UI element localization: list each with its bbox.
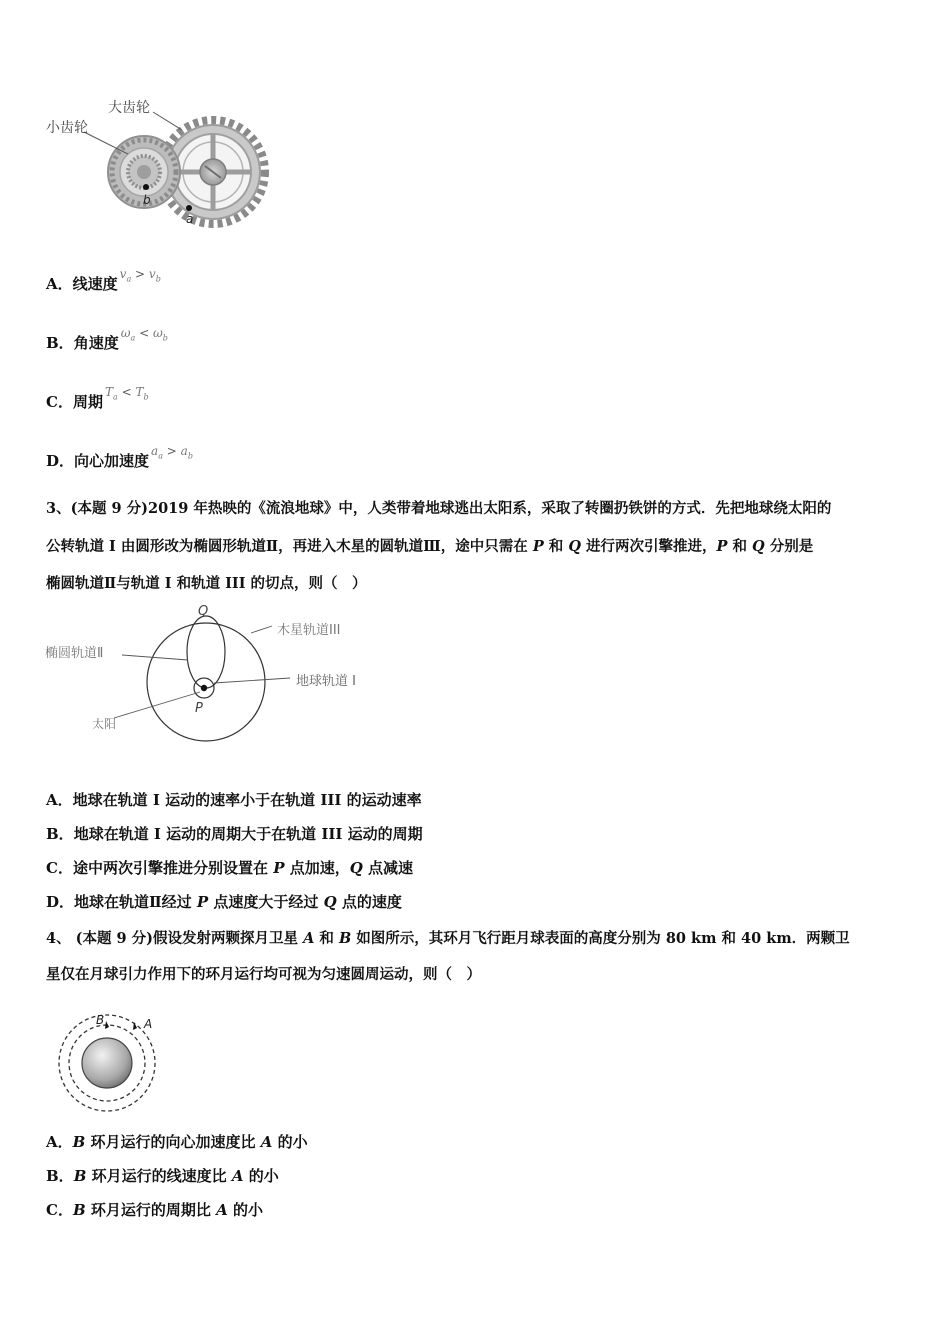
moon — [82, 1038, 132, 1088]
q2-option-a[interactable]: A．线速度$^{v_a > v_b}$ — [46, 267, 161, 293]
q3-stem-line3: 椭圆轨道Ⅱ与轨道 I 和轨道 III 的切点，则（ ） — [46, 575, 367, 592]
point-a-label: a — [186, 212, 194, 226]
sun-dot — [201, 685, 207, 691]
q2-option-b[interactable]: B．角速度$^{\omega_a < \omega_b}$ — [46, 326, 168, 352]
big-gear-label: 大齿轮 — [108, 100, 150, 116]
gear-figure — [40, 92, 280, 232]
q2-option-d[interactable]: D．向心加速度$^{a_a > a_b}$ — [46, 444, 193, 470]
label-p: P — [195, 701, 203, 716]
q4-stem-line2: 星仅在月球引力作用下的环月运行均可视为匀速圆周运动，则（ ） — [46, 966, 481, 983]
q2-option-b-math: ωa < ωb — [120, 326, 168, 343]
moon-figure — [52, 1008, 162, 1118]
q4-option-b[interactable]: B．B 环月运行的线速度比 A 的小 — [46, 1167, 279, 1185]
q3-option-c[interactable]: C．途中两次引擎推进分别设置在 P 点加速，Q 点减速 — [46, 859, 414, 877]
label-jupiter-orbit: 木星轨道III — [277, 623, 341, 638]
q3-option-b[interactable]: B．地球在轨道 I 运动的周期大于在轨道 III 运动的周期 — [46, 825, 423, 843]
ellipse-orbit — [187, 616, 225, 688]
orbit-figure — [40, 600, 390, 750]
label-sun: 太阳 — [92, 717, 117, 731]
q4-option-a[interactable]: A．B 环月运行的向心加速度比 A 的小 — [46, 1133, 308, 1151]
label-earth-orbit: 地球轨道 I — [296, 674, 356, 689]
q3-option-a[interactable]: A．地球在轨道 I 运动的速率小于在轨道 III 的运动速率 — [46, 791, 422, 809]
label-satellite-b: B — [96, 1013, 105, 1027]
point-b-label: b — [143, 193, 151, 207]
q2-option-c[interactable]: C．周期$^{T_a < T_b}$ — [46, 385, 149, 411]
point-b-dot — [143, 184, 149, 190]
small-gear-label: 小齿轮 — [46, 120, 88, 136]
q3-stem-line2: 公转轨道 I 由圆形改为椭圆形轨道Ⅱ，再进入木星的圆轨道Ⅲ，途中只需在 P 和 Q 进行两次引擎推进，P 和 Q 分别是 — [46, 538, 814, 555]
q4-option-c[interactable]: C．B 环月运行的周期比 A 的小 — [46, 1201, 263, 1219]
q4-stem-line1: 4、 (本题 9 分)假设发射两颗探月卫星 A 和 B 如图所示，其环月飞行距月球表面的高度分别为 80 km 和 40 km．两颗卫 — [46, 930, 850, 947]
q3-option-d[interactable]: D．地球在轨道Ⅱ经过 P 点速度大于经过 Q 点的速度 — [46, 893, 402, 911]
q2-option-a-math: va > vb — [119, 267, 161, 284]
label-q: Q — [198, 604, 209, 619]
q2-option-d-math: aa > ab — [151, 444, 193, 461]
point-a-dot — [186, 205, 192, 211]
label-satellite-a: A — [144, 1017, 153, 1031]
q3-stem-line1: 3、(本题 9 分)2019 年热映的《流浪地球》中，人类带着地球逃出太阳系，采取了转圈扔铁饼的方式．先把地球绕太阳的 — [46, 500, 832, 517]
label-ellipse-orbit: 椭圆轨道Ⅱ — [45, 646, 104, 661]
jupiter-orbit — [147, 623, 265, 741]
q2-option-c-math: Ta < Tb — [104, 385, 149, 402]
satellite-b-marker — [105, 1021, 109, 1029]
